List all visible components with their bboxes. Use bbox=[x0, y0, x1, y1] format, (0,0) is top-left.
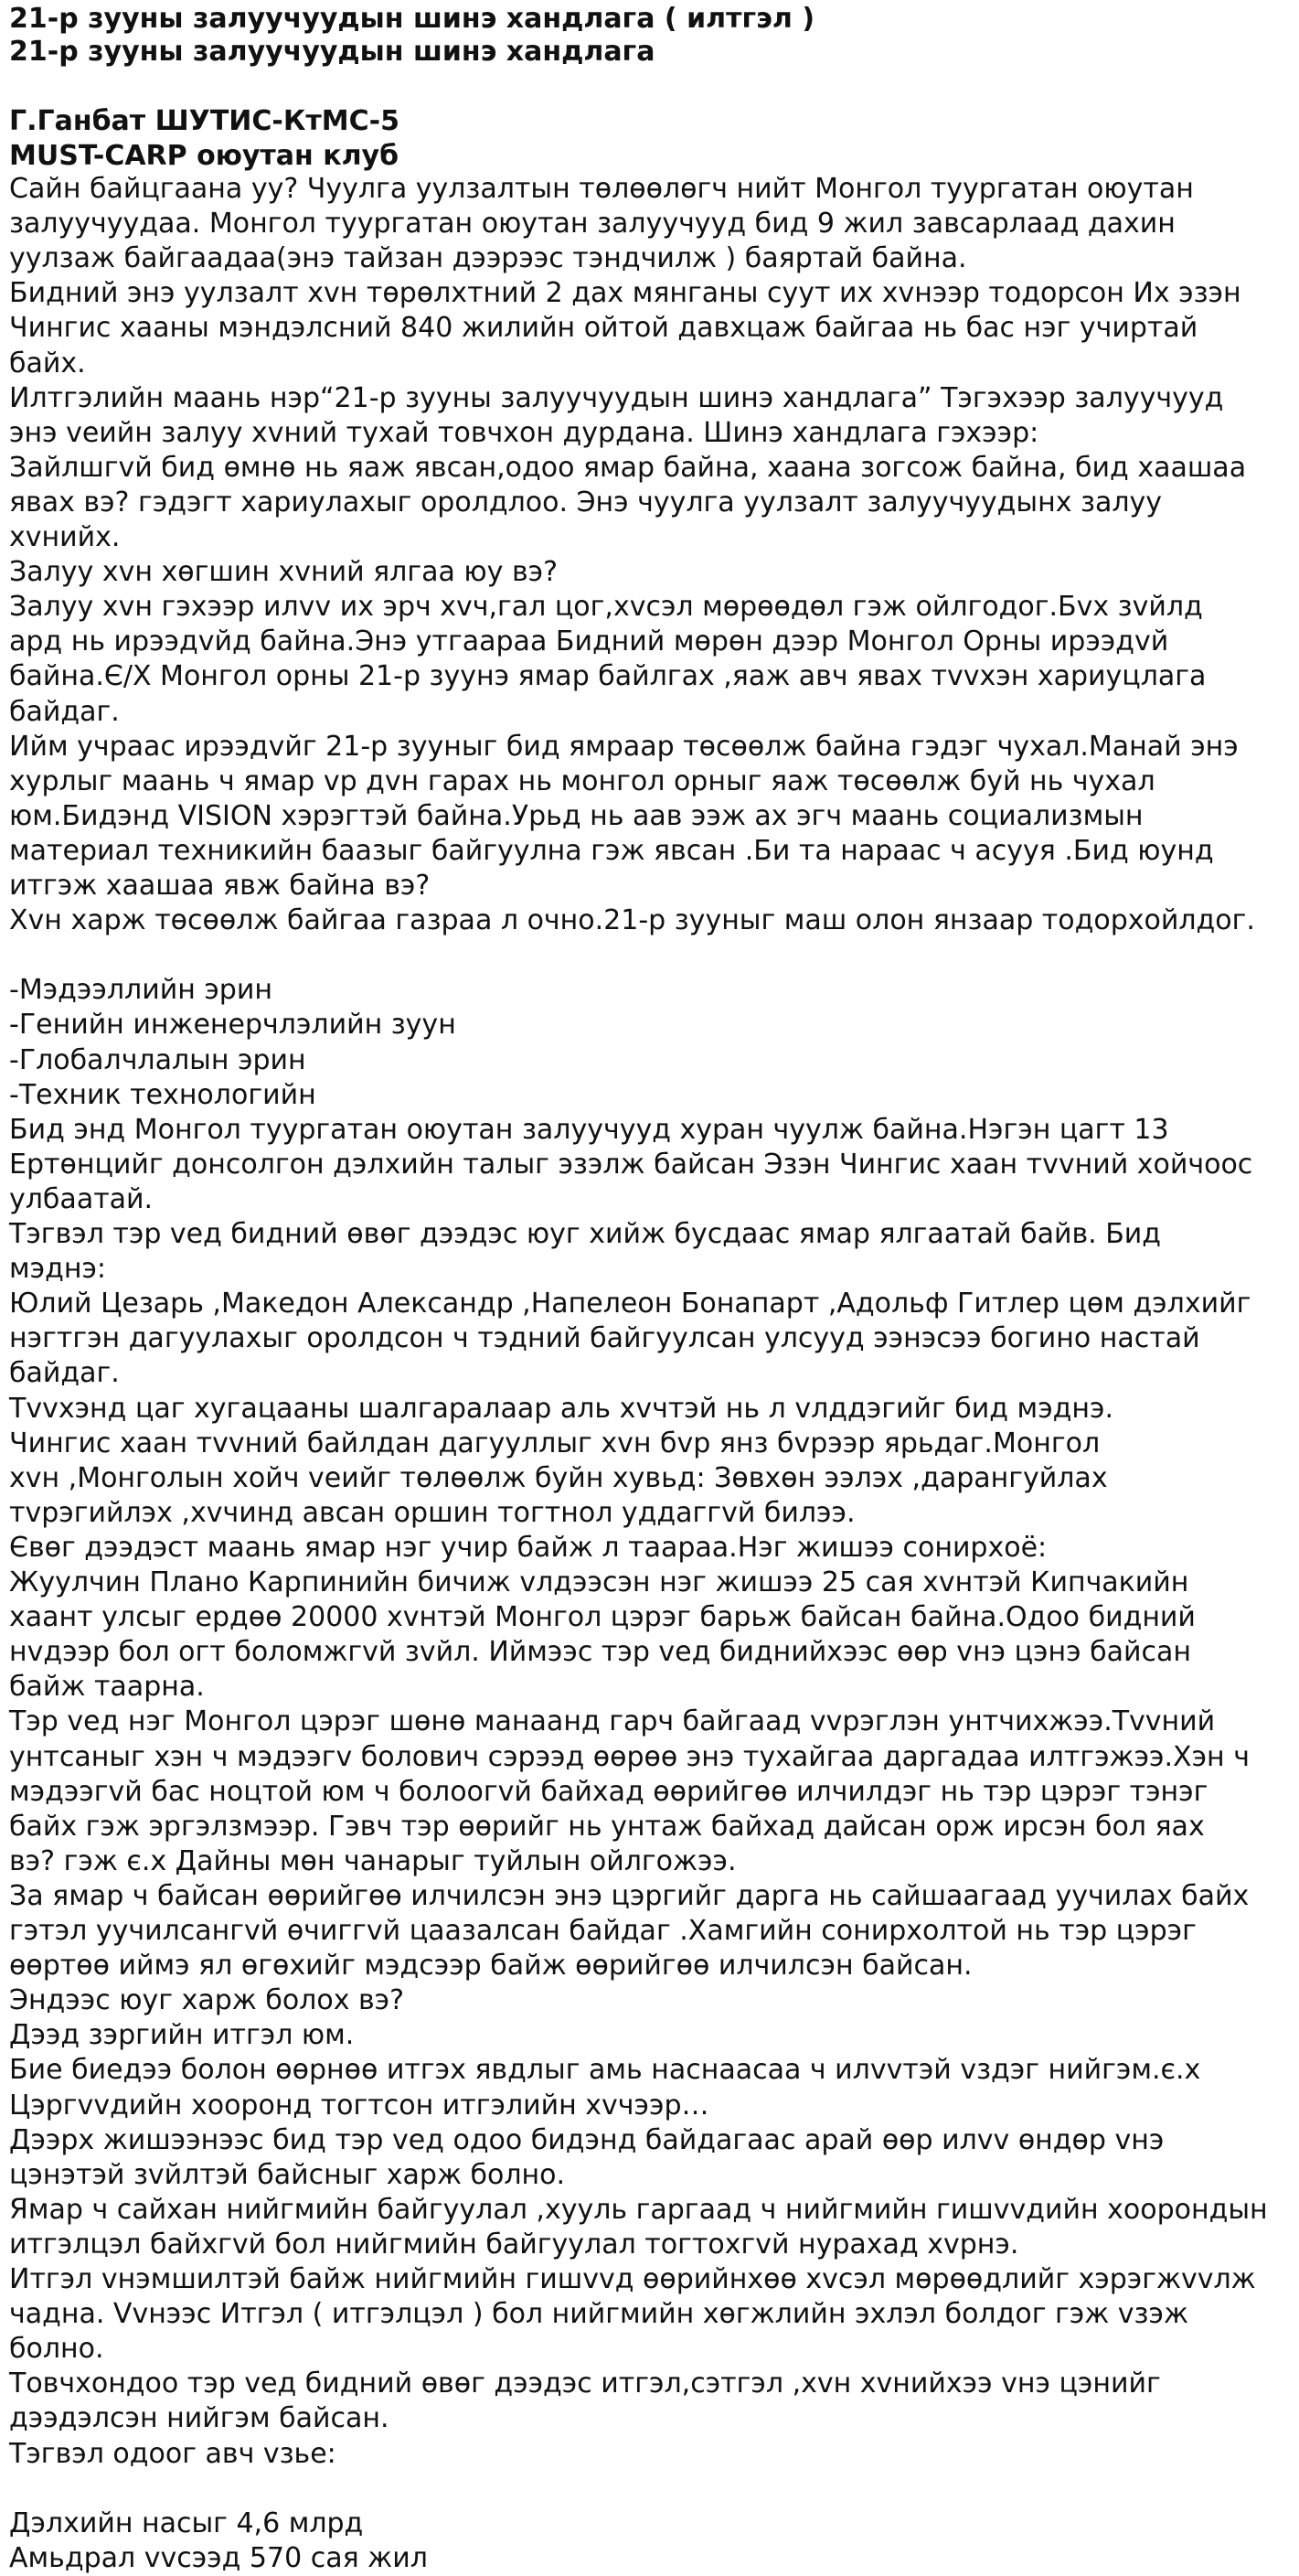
text-line: байх гэж эргэлзмээр. Гэвч тэр өөрийг нь унтаж байхад дайсан орж ирсэн бол яах bbox=[9, 1810, 1205, 1843]
text-line: Ертөнцийг донсолгон дэлхийн талыг эзэлж байсан Эзэн Чингис хаан тvvний хойчоос bbox=[9, 1148, 1253, 1181]
text-line: -Генийн инженерчлэлийн зуун bbox=[9, 1009, 456, 1042]
text-line: мэдээгvй бас ноцтой юм ч болоогvй байхад өөрийгөө илчилдэг нь тэр цэрэг тэнэг bbox=[9, 1775, 1208, 1808]
text-line: нvдээр бол огт боломжгvй зvйл. Иймээс тэр vед биднийхээс өөр vнэ цэнэ байсан bbox=[9, 1636, 1191, 1669]
heading-line-1: 21-р зууны залуучуудын шинэ хандлага ( илтгэл ) bbox=[9, 3, 815, 35]
text-line: Жуулчин Плано Карпинийн бичиж vлдээсэн нэг жишээ 25 сая хvнтэй Кипчакийн bbox=[9, 1566, 1189, 1598]
text-line: Илтгэлийн маань нэр“21-р зууны залуучуудын шинэ хандлага” Тэгэхээр залуучууд bbox=[9, 381, 1224, 414]
text-line: Чингис хааны мэндэлсний 840 жилийн ойтой давхцаж байгаа нь бас нэг учиртай bbox=[9, 312, 1198, 345]
text-line: Зайлшгvй бид өмнө нь яаж явсан,одоо ямар байна, хаана зогсож байна, бид хаашаа bbox=[9, 451, 1247, 484]
text-line: байх. bbox=[9, 347, 86, 379]
text-line: хvнийх. bbox=[9, 521, 121, 553]
text-line: Дээд зэргийн итгэл юм. bbox=[9, 2019, 355, 2052]
text-line: цэнэтэй зvйлтэй байсныг харж болно. bbox=[9, 2158, 566, 2191]
text-line: уулзаж байгаадаа(энэ тайзан дээрээс тэндчилж ) баяртай байна. bbox=[9, 242, 967, 275]
text-line: Итгэл vнэмшилтэй байж нийгмийн гишvvд өөрийнхөө хvсэл мөрөөдлийг хэрэгжvvлж bbox=[9, 2263, 1256, 2295]
text-line: Товчхондоо тэр vед бидний өвөг дээдэс итгэл,сэтгэл ,хvн хvнийхээ vнэ цэнийг bbox=[9, 2368, 1161, 2400]
text-line: байдаг. bbox=[9, 1357, 120, 1390]
text-line: итгэлцэл байхгvй бол нийгмийн байгуулал тогтохгvй нурахад хvрнэ. bbox=[9, 2228, 1019, 2261]
text-line: байна.Є/Х Монгол орны 21-р зуунэ ямар байлгах ,яаж авч явах тvvхэн хариуцлага bbox=[9, 660, 1207, 693]
text-line: материал техникийн баазыг байгуулна гэж явсан .Би та нараас ч асууя .Бид юунд bbox=[9, 834, 1214, 867]
text-line: Тэр vед нэг Монгол цэрэг шөнө манаанд гарч байгаад vvрэглэн унтчихжээ.Тvvний bbox=[9, 1705, 1216, 1738]
text-line: -Мэдээллийн эрин bbox=[9, 974, 272, 1007]
text-line: болно. bbox=[9, 2333, 104, 2366]
text-line: хурлыг маань ч ямар vр дvн гарах нь монгол орныг яаж төсөөлж буй нь чухал bbox=[9, 764, 1155, 797]
text-line: Тэгвэл тэр vед бидний өвөг дээдэс юуг хийж бусдаас ямар ялгаатай байв. Бид bbox=[9, 1218, 1162, 1250]
text-line: мэднэ: bbox=[9, 1253, 107, 1286]
text-line: залуучуудаа. Монгол туургатан оюутан залуучууд бид 9 жил завсарлаад дахин bbox=[9, 208, 1176, 240]
text-line: Бидний энэ уулзалт хvн төрөлхтний 2 дах мянганы суут их хvнээр тодорсон Их эзэн bbox=[9, 277, 1241, 310]
text-line: Бие биедээ болон өөрнөө итгэх явдлыг амь наснаасаа ч илvvтэй vздэг нийгэм.є.х bbox=[9, 2054, 1201, 2087]
text-line: Дэлхийн насыг 4,6 млрд bbox=[9, 2507, 364, 2539]
text-line: Эндээс юуг харж болох вэ? bbox=[9, 1984, 405, 2017]
text-line: Хvн харж төсөөлж байгаа газраа л очно.21-р зууныг маш олон янзаар тодорхойлдог. bbox=[9, 904, 1255, 937]
text-line: Тэгвэл одоог авч vзье: bbox=[9, 2437, 336, 2470]
text-line: Залуу хvн хөгшин хvний ялгаа юу вэ? bbox=[9, 556, 559, 589]
club-line: MUST-CARP оюутан клуб bbox=[9, 140, 399, 172]
text-line: Сайн байцгаана уу? Чуулга уулзалтын төлөөлөгч нийт Монгол туургатан оюутан bbox=[9, 173, 1194, 205]
text-line: улбаатай. bbox=[9, 1182, 154, 1215]
text-line: Тvvхэнд цаг хугацааны шалгаралаар аль хvчтэй нь л vлддэгийг бид мэднэ. bbox=[9, 1392, 1114, 1425]
text-line: чадна. Vvнээс Итгэл ( итгэлцэл ) бол нийгмийн хөгжлийн эхлэл болдог гэж vзэж bbox=[9, 2298, 1188, 2331]
text-line: явах вэ? гэдэгт хариулахыг оролдлоо. Энэ чуулга уулзалт залуучуудынх залуу bbox=[9, 486, 1163, 518]
text-line: юм.Бидэнд VISION хэрэгтэй байна.Урьд нь аав ээж ах эгч маань социализмын bbox=[9, 799, 1144, 832]
author-line: Г.Ганбат ШУТИС-КтМС-5 bbox=[9, 105, 399, 137]
text-line: Залуу хvн гэхээр илvv их эрч хvч,гал цог,хvсэл мөрөөдөл гэж ойлгодог.Бvх зvйлд bbox=[9, 591, 1203, 624]
text-line: Амьдрал vvсээд 570 сая жил bbox=[9, 2541, 428, 2574]
text-line: тvрэгийлэх ,хvчинд авсан оршин тогтнол уддаггvй билээ. bbox=[9, 1496, 856, 1529]
text-line: итгэж хаашаа явж байна вэ? bbox=[9, 870, 431, 902]
text-line: байдаг. bbox=[9, 695, 120, 728]
heading-line-2: 21-р зууны залуучуудын шинэ хандлага bbox=[9, 36, 655, 68]
text-line: нэгтгэн дагуулахыг оролдсон ч тэдний байгуулсан улсууд ээнэсээ богино настай bbox=[9, 1322, 1200, 1355]
text-line: -Техник технологийн bbox=[9, 1078, 316, 1111]
text-line: хvн ,Монголын хойч veийг төлөөлж буйн хувьд: Зөвхөн ээлэх ,дарангуйлах bbox=[9, 1461, 1108, 1494]
text-line: унтсаныг хэн ч мэдээгv болович сэрээд өөрөө энэ тухайгаа даргадаа илтгэжээ.Хэн ч bbox=[9, 1740, 1250, 1773]
text-line: Юлий Цезарь ,Македон Александр ,Напелеон Бонапарт ,Адольф Гитлер цөм дэлхийг bbox=[9, 1288, 1251, 1320]
text-line: За ямар ч байсан өөрийгөө илчилсэн энэ цэргийг дарга нь сайшаагаад уучилах байх bbox=[9, 1879, 1250, 1912]
text-line: дээдэлсэн нийгэм байсан. bbox=[9, 2402, 389, 2435]
text-line: Ийм учраас ирээдvйг 21-р зууныг бид ямраар төсөөлж байна гэдэг чухал.Манай энэ bbox=[9, 730, 1239, 763]
text-line: Дээрх жишээнээс бид тэр vед одоо бидэнд байдагаас арай өөр илvv өндөр vнэ bbox=[9, 2123, 1165, 2156]
text-line: хаант улсыг ердөө 20000 хvнтэй Монгол цэрэг барьж байсан байна.Одоо бидний bbox=[9, 1601, 1196, 1634]
text-line: Цэргvvдийн хооронд тогтсон итгэлийн хvчээр… bbox=[9, 2089, 709, 2122]
text-line: вэ? гэж є.х Дайны мөн чанарыг туйлын ойлгожээ. bbox=[9, 1844, 737, 1877]
text-line: энэ veийн залуу хvний тухай товчхон дурдана. Шинэ хандлага гэхээр: bbox=[9, 416, 1039, 449]
text-line: байж таарна. bbox=[9, 1671, 205, 1704]
text-line: -Глобалчлалын эрин bbox=[9, 1043, 306, 1076]
text-line: өөртөө иймэ ял өгөхийг мэдсээр байж өөрийгөө илчилсэн байсан. bbox=[9, 1950, 973, 1983]
text-line: Євөг дээдэст маань ямар нэг учир байж л таараа.Нэг жишээ сонирхоё: bbox=[9, 1531, 1048, 1564]
text-line: ард нь ирээдvйд байна.Энэ утгаараа Бидний мөрөн дээр Монгол Орны ирээдvй bbox=[9, 625, 1169, 658]
text-line: Чингис хаан тvvний байлдан дагууллыг хvн бvр янз бvрээр ярьдаг.Монгол bbox=[9, 1427, 1101, 1459]
text-line: Бид энд Монгол туургатан оюутан залуучууд хуран чуулж байна.Нэгэн цагт 13 bbox=[9, 1113, 1169, 1146]
text-line: гэтэл уучилсангvй өчиггvй цаазалсан байдаг .Хамгийн сонирхолтой нь тэр цэрэг bbox=[9, 1915, 1197, 1947]
text-line: Ямар ч сайхан нийгмийн байгуулал ,хууль гаргаад ч нийгмийн гишvvдийн хоорондын bbox=[9, 2193, 1268, 2226]
